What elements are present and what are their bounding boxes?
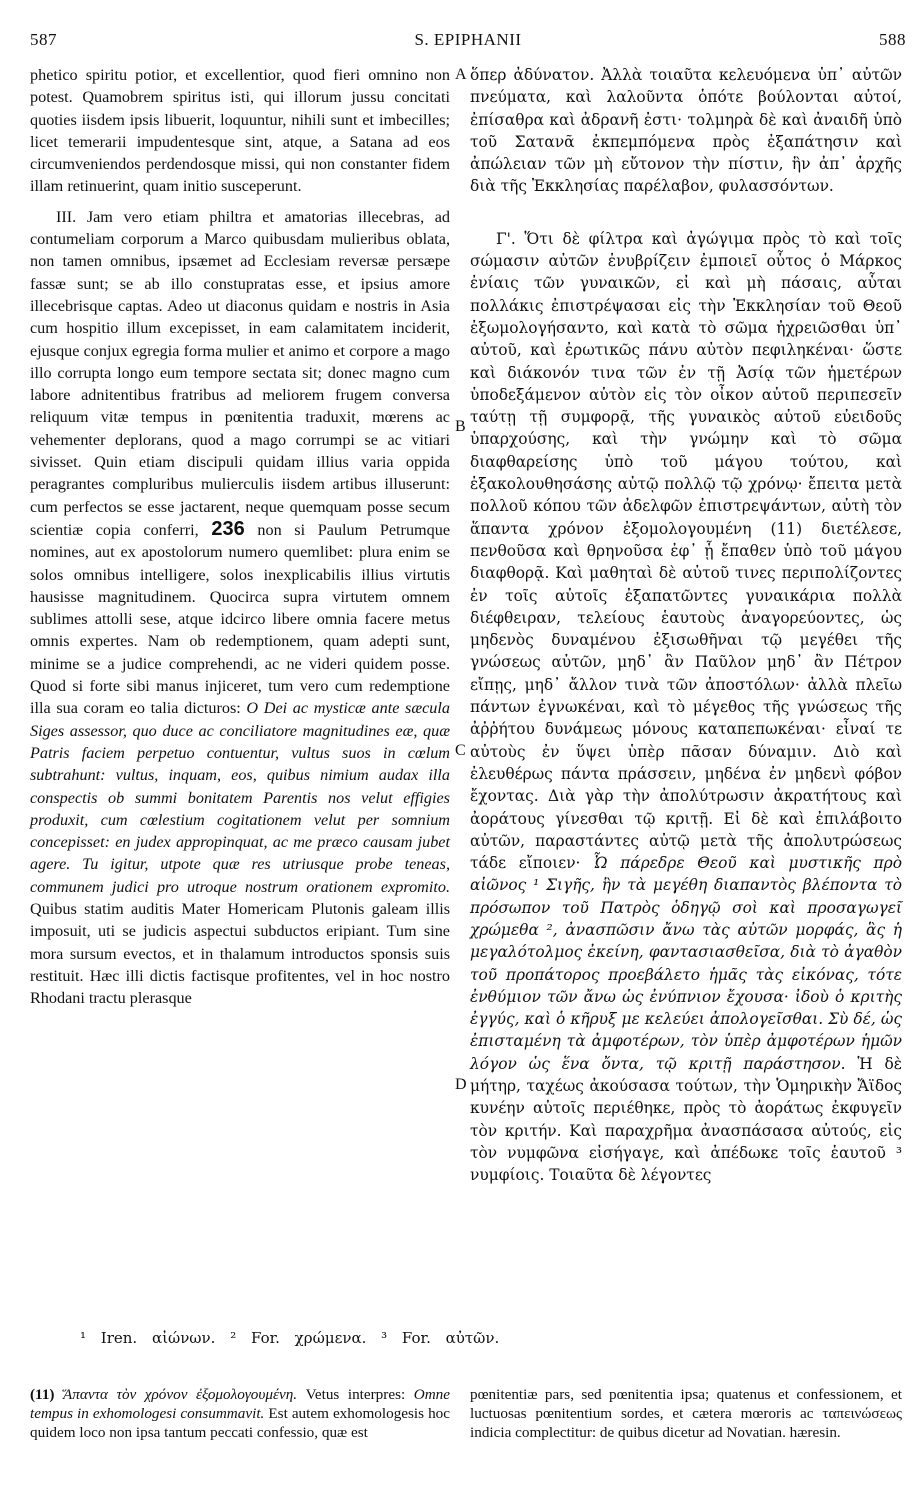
greek-text-c: Ἡ δὲ μήτηρ, ταχέως ἀκούσασα τούτων, τὴν Ὁμηρικὴν Ἄϊδος κυνέην αὐτοῖς περιέθηκε, πρὸς τὸ ἀοράτως ἐκφυγεῖν τὸν κριτήν. Καὶ παραχρῆμα ἀνασπάσασα αὐτούς, εἰς τὸν νυμφῶνα εἰσήγαγε, καὶ ἀπέδωκε τοῖς ἑαυτοῦ ³ νυμφίοις. Τοιαῦτα δὲ λέγοντες (470, 1054, 902, 1185)
margin-marker-c: C (455, 742, 466, 759)
page-number-right: 588 (879, 30, 906, 49)
margin-marker-b: B (455, 418, 466, 435)
latin-paragraph-2 (30, 206, 450, 1010)
note-quote: Omne tempus in exhomologesi consummavit. (30, 1386, 451, 1422)
greek-text-a: Γ'. Ὅτι δὲ φίλτρα καὶ ἀγώγιμα πρὸς τὸ καὶ τοῖς σώμασιν αὐτῶν ἐνυβρίζειν ἐμποιεῖ οὗτος ὁ Μάρκος ἐνίαις τῶν γυναικῶν, εἰ καὶ μὴ πάσαις, αὗται πολλάκις ἐπιστρέψασαι εἰς τὴν Ἐκκλησίαν τοῦ Θεοῦ ἐξωμολογήσαντο, καὶ κατὰ τὸ σῶμα ἠχρειῶσθαι ὑπ᾽ αὐτοῦ, καὶ ἐρωτικῶς πάνυ αὐτὸν πεφιληκέναι· ὥστε καὶ διάκονόν τινα τῶν ἐν τῇ Ἀσίᾳ τῶν ἡμετέρων ὑποδεξάμενον αὐτὸν εἰς τὸν οἶκον αὐτοῦ περιπεσεῖν ταύτῃ τῇ συμφορᾷ, τῆς γυναικὸς αὐτοῦ εὐειδοῦς ὑπαρχούσης, καὶ τὴν γνώμην καὶ τὸ σῶμα διαφθαρείσης ὑπὸ τοῦ μάγου τούτου, καὶ ἐξακολουθησάσης αὐτῷ πολλῷ τῷ χρόνῳ· ἔπειτα μετὰ πολλοῦ κόπου τῶν ἀδελφῶν ἐπιστρεψάντων, αὐτὴ τὸν ἅπαντα χρόνον ἐξομολογουμένη (11) διετέλεσε, πενθοῦσα καὶ θρηνοῦσα ἐφ᾽ ᾗ ἔπαθεν ὑπὸ τοῦ μάγου διαφθορᾷ. Καὶ μαθηταὶ δὲ αὐτοῦ τινες περιπολίζοντες ἐν τοῖς αὐτοῖς ἐξαπατῶντες γυναικάρια πολλὰ διέφθειραν, τελείους ἑαυτοὺς ἀναγορεύοντες, ὡς μηδενὸς δυναμένου ἐξισωθῆναι τῷ μεγέθει τῆς γνώσεως αὐτῶν, μηδ᾽ ἂν Παῦλον μηδ᾽ ἂν Πέτρον εἴπῃς, μηδ᾽ ἄλλον τινὰ τῶν ἀποστόλων· ἀλλὰ πλεῖω πάντων ἐγνωκέναι, καὶ τὸ μέγεθος τῆς γνώσεως τῆς ἀῤῥήτου δυνάμεως μόνους καταπεπωκέναι· εἶναί τε αὐτοὺς ἐν ὕψει ὑπὲρ πᾶσαν δύναμιν. Διὸ καὶ ἐλευθέρως πάντα πράσσειν, μηδένα ἐν μηδενὶ φόβον ἔχοντας. Διὰ γὰρ τὴν ἀπολύτρωσιν ἀκρατήτους καὶ ἀοράτους γίνεσθαι τῷ κριτῇ. Εἰ δὲ καὶ ἐπιλάβοιτο αὐτῶν, παραστάντες αὐτῷ μετὰ τῆς ἀπολυτρώσεως τάδε εἴποιεν· (470, 229, 902, 873)
margin-marker-a: A (455, 66, 467, 83)
note-text-a: Vetus interpres: (305, 1386, 406, 1403)
note-text-right: pœnitentiæ pars, sed pœnitentia ipsa; quatenus et confessionem, et luctuosas pœnitentium sordes, et cætera mœroris ac ταπεινώσεως indicia complectitur: de quibus dicetur ad Novatian. hæresin. (470, 1386, 902, 1441)
greek-column (470, 64, 902, 1195)
note-number: (11) (30, 1386, 55, 1403)
note-text-b: Est autem exhomologesis hoc quidem loco non ipsa tantum peccati confessio, quæ est (30, 1405, 451, 1441)
greek-paragraph-1: ὅπερ ἀδύνατον. Ἀλλὰ τοιαῦτα κελευόμενα ὑπ᾽ αὐτῶν πνεύματα, καὶ λαλοῦντα ὁπότε βούλονται αὐτοί, ἐπίσαθρα καὶ ἀδρανῆ ἐστι· τολμηρὰ δὲ καὶ ἀναιδῆ ὑπὸ τοῦ Σατανᾶ ἐκπεμπόμενα πρὸς ἐξαπάτησιν καὶ ἀπώλειαν τῶν μὴ εὔτονον τὴν πίστιν, ἣν ἀπ᾽ ἀρχῆς διὰ τῆς Ἐκκλησίας παρέλαβον, φυλασσόντων. (470, 66, 902, 196)
page-number-left: 587 (30, 30, 57, 49)
page-header (30, 30, 906, 56)
footnote-1: ¹ Iren. αἰώνων. (80, 1329, 216, 1347)
running-head: S. EPIPHANII (414, 30, 522, 49)
footnotes (80, 1329, 499, 1347)
note-right (470, 1385, 902, 1442)
greek-italic-prayer: Ὦ πάρεδρε Θεοῦ καὶ μυστικῆς πρὸ αἰῶνος ¹ Σιγῆς, ἣν τὰ μεγέθη διαπαντὸς βλέποντα τὸ πρόσωπον τοῦ Πατρὸς ὁδηγῷ σοὶ καὶ προσαγωγεῖ χρώμεθα ², ἀνασπῶσιν ἄνω τὰς αὐτῶν μορφάς, ἃς ἡ μεγαλότολμος ἐκείνη, φαντασιασθεῖσα, διὰ τὸ ἀγαθὸν τοῦ προπάτορος προεβάλετο ἡμᾶς τὰς εἰκόνας, τότε ἐνθύμιον τῶν ἄνω ὡς ἐνύπνιον ἔχουσα· ἰδοὺ ὁ κριτὴς ἐγγύς, καὶ ὁ κῆρυξ με κελεύει ἀπολογεῖσθαι. Σὺ δέ, ὡς ἐπισταμένη τὰ ἀμφοτέρων, τὸν ὑπὲρ ἀμφοτέρων ἡμῶν λόγον ὡς ἕνα ὄντα, τῷ κριτῇ παράστησον. (470, 854, 902, 1073)
margin-marker-d: D (455, 1076, 467, 1093)
latin-text-c: Quibus statim auditis Mater Homericam Plutonis galeam illis imposuit, uti se judicis aspectui subductos eripiant. Tum sine mora sursum evectos, et in thalamum introductos sponsis suis restituit. Hæc illi dictis factisque profitentes, vel in hoc nostro Rhodani tractu plerasque (30, 899, 450, 1008)
latin-paragraph-1: phetico spiritu potior, et excellentior, quod fieri omnino non potest. Quamobrem spiritus isti, qui illorum jussu concitati quoties iisdem ipsis libuerit, loquuntur, nihili sunt et imbecilles; licet temerarii impudentesque sint, atque, a Satana ad eos circumveniendos perdendosque missi, qui non constanter fidem illam retinuerint, quam initio susceperunt. (30, 66, 450, 196)
footnote-2: ² For. χρώμενα. (230, 1329, 367, 1347)
latin-text-a: III. Jam vero etiam philtra et amatorias illecebras, ad contumeliam corporum a Marco quibusdam mulieribus oblata, non tamen omnibus, ipsæmet ad Ecclesiam reversæ persæpe fassæ sunt; se ab illo constupratas esse, et ipsius amore illecebrisque captas. Adeo ut diaconus quidam e nostris in Asia cum hospitio illum excepisset, in eam calamitatem inciderit, ejusque conjux egregia forma mulier et animo et corpore a mago illo corrupta longo eum tempore sectata sit; donec magno cum labore adnitentibus fratribus ad meliorem frugem conversa reliquum vitæ tempus in pœnitentia traduxit, mœrens ac vehementer deplorans, quod a mago corrumpi se ac vitiari sivisset. Quin etiam discipuli quidam illius varia oppida peragrantes compluribus mulierculis iisdem artibus illuserunt: cum perfectos se esse jactarent, neque quemquam posse secum scientiæ copia conferri, (30, 207, 450, 539)
column-number: 236 (211, 517, 245, 540)
note-lemma: Ἅπαντα τὸν χρόνον ἐξομολογουμένη. (63, 1386, 298, 1403)
footnote-3: ³ For. αὐτῶν. (381, 1329, 500, 1347)
latin-italic-prayer: O Dei ac mysticæ ante sæcula Siges assessor, quo duce ac conciliatore magnitudines eæ, quæ Patris faciem perpetuo contuentur, vultus suos in cœlum subtrahunt: vultus, inquam, eos, quibus nimium audax illa conspectis ob summi bonitatem Parentis nos velut effigies produxit, cum cœlestium cogitationem velut per somnium concepisset: en judex appropinquat, ac me præco causam jubet agere. Tu igitur, utpote quæ res utriusque probe teneas, communem judici pro utroque nostrum orationem expromito. (30, 699, 450, 896)
greek-paragraph-2 (470, 228, 902, 1187)
latin-column (30, 64, 450, 1017)
latin-text-b: non si Paulum Petrumque nomines, aut ex apostolorum numero quemlibet: plura enim se solos omnibus intelligere, solos inexplicabilis illius virtutis hausisse magnitudinem. Quocirca supra virtutem omnem sublimes attolli sese, atque idcirco libere omnia facere metus omnis expertes. Nam ob redemptionem, quam adepti sunt, minime se a judice comprehendi, ac ne videri quidem posse. Quod si forte sibi manus injiceret, tum vero cum redemptione illa sua coram eo talia dicturos: (30, 520, 450, 718)
note-left (30, 1385, 450, 1442)
